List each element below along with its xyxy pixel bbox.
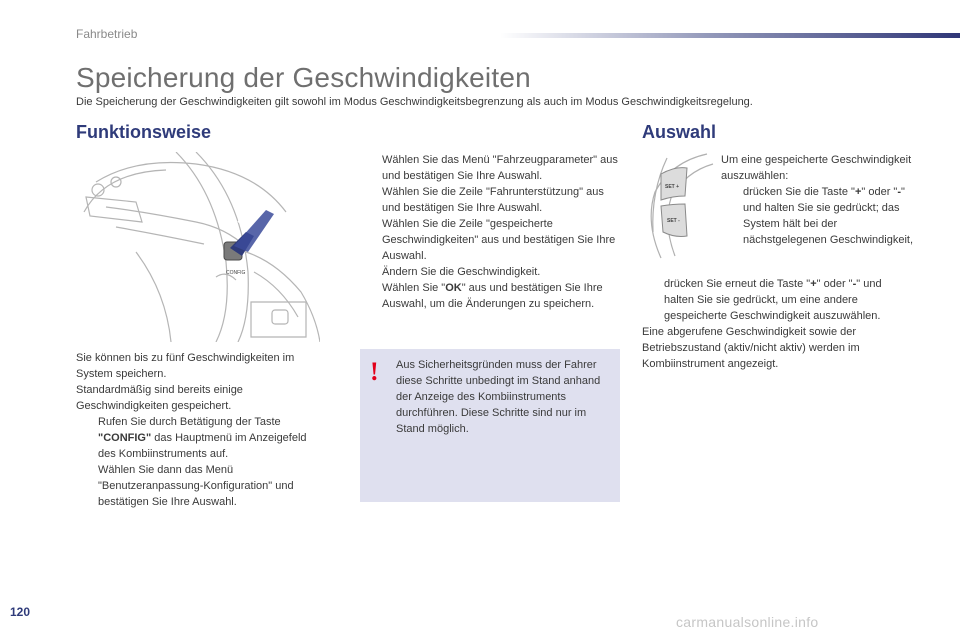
b1-mid: " oder ": [861, 186, 898, 198]
para-standard: Standardmäßig sind bereits einige Geschwindigkeiten gespeichert.: [76, 384, 243, 412]
b1-pre: drücken Sie die Taste ": [743, 186, 855, 198]
warning-box: [360, 349, 620, 502]
auswahl-footer: Eine abgerufene Geschwindigkeit sowie der Betriebszustand (aktiv/nicht aktiv) werden im Kombiinstrument angezeigt.: [642, 326, 860, 370]
bullet-mark: [721, 184, 743, 248]
list-item: [360, 280, 622, 312]
heading-auswahl: Auswahl: [642, 122, 717, 142]
b1-minus: -: [897, 186, 901, 198]
bullet-mark: [360, 264, 382, 280]
warning-text: Aus Sicherheitsgründen muss der Fahrer diese Schritte unbedingt im Stand anhand der Anzeige des Kombiinstruments durchführen. Diese Schritte sind nur im Stand möglich.: [396, 359, 601, 435]
list-item: [360, 216, 622, 264]
set-minus-label: SET -: [667, 218, 680, 224]
step-text: Wählen Sie das Menü "Fahrzeugparameter" aus und bestätigen Sie Ihre Auswahl.: [382, 154, 618, 182]
bullet2-text: Wählen Sie dann das Menü "Benutzeranpassung-Konfiguration" und bestätigen Sie Ihre Auswahl.: [98, 464, 294, 508]
step-text: Wählen Sie die Zeile "gespeicherte Geschwindigkeiten" aus und bestätigen Sie Ihre Auswahl.: [382, 218, 616, 262]
bullet-mark: [76, 462, 98, 510]
b2-mid: " oder ": [816, 278, 853, 290]
set-plus-label: SET +: [665, 184, 680, 190]
step5-post: " aus und bestätigen Sie Ihre Auswahl, um die Änderungen zu speichern.: [382, 282, 603, 310]
bullet1-pre: Rufen Sie durch Betätigung der Taste: [98, 416, 281, 428]
config-button-label: CONFIG: [226, 270, 246, 276]
bullet-mark: [76, 414, 98, 462]
b2-pre: drücken Sie erneut die Taste ": [664, 278, 811, 290]
intro-text: Die Speicherung der Geschwindigkeiten gilt sowohl im Modus Geschwindigkeitsbegrenzung als auch im Modus Geschwindigkeitsregelung.: [76, 96, 753, 108]
page-title: Speicherung der Geschwindigkeiten: [76, 62, 531, 93]
watermark: carmanualsonline.info: [676, 614, 819, 630]
bullet-mark: [360, 216, 382, 264]
warning-icon: !: [370, 357, 379, 386]
page-number: 120: [10, 605, 31, 619]
auswahl-intro: Um eine gespeicherte Geschwindigkeit auszuwählen:: [721, 154, 912, 182]
bullet-mark: [360, 184, 382, 216]
bullet-mark: [360, 152, 382, 184]
step-text: Wählen Sie die Zeile "Fahrunterstützung" aus und bestätigen Sie Ihre Auswahl.: [382, 186, 604, 214]
step5-bold: OK: [445, 282, 462, 294]
bullet1-post: das Hauptmenü im Anzeigefeld des Kombiinstruments auf.: [98, 432, 307, 460]
list-item: [721, 184, 913, 248]
b2-minus: -: [852, 278, 857, 290]
para-speicher: Sie können bis zu fünf Geschwindigkeiten im System speichern.: [76, 352, 295, 380]
auswahl-second-block: [642, 276, 892, 372]
step5-pre: Wählen Sie ": [382, 282, 446, 294]
set-buttons-illustration: [641, 152, 715, 260]
auswahl-intro-block: [721, 152, 913, 248]
funktion-steps: [360, 152, 622, 312]
section-label: Fahrbetrieb: [76, 27, 138, 41]
bullet-mark: [360, 280, 382, 312]
heading-funktionsweise: Funktionsweise: [76, 122, 212, 142]
step-text: Ändern Sie die Geschwindigkeit.: [382, 266, 541, 278]
bullet-mark: [642, 276, 664, 324]
b2-post: " und halten Sie sie gedrückt, um eine andere gespeicherte Geschwindigkeit auszuwählen.: [664, 278, 882, 322]
funktion-left-text: [76, 350, 326, 510]
steering-wheel-illustration: [76, 152, 320, 342]
list-item: [360, 264, 622, 280]
b1-post: " und halten Sie sie gedrückt; das System hält bei der nächstgelegenen Geschwindigkeit,: [743, 186, 914, 246]
b1-plus: +: [854, 186, 862, 198]
list-item: [642, 276, 892, 324]
b2-plus: +: [810, 278, 817, 290]
list-item: [76, 414, 326, 462]
header-bar: [500, 33, 960, 38]
bullet1-bold: "CONFIG": [98, 432, 152, 444]
list-item: [360, 184, 622, 216]
list-item: [76, 462, 326, 510]
list-item: [360, 152, 622, 184]
